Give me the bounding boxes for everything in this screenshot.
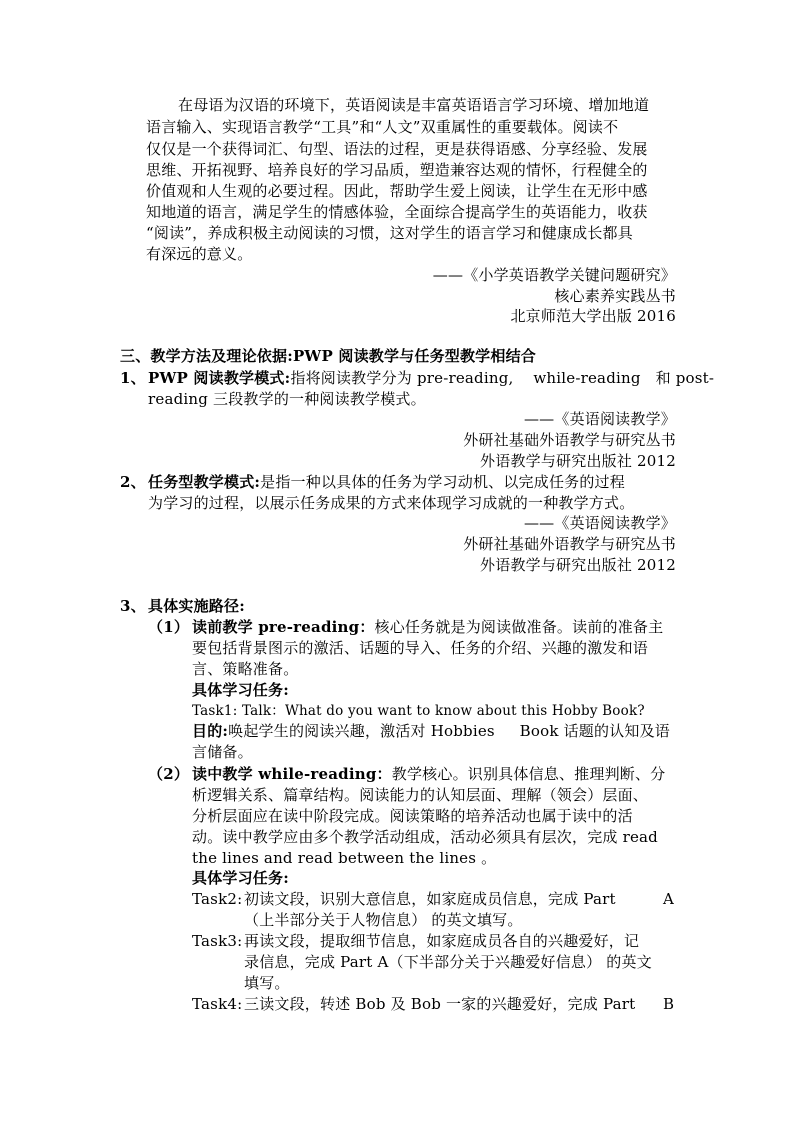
task2-line-2: （上半部分关于人物信息） 的英文填写。 [244,911,523,929]
sub1-task1: Task1: Talk：What do you want to know about this Hobby Book? [192,703,645,719]
task4-line-1b: B [663,995,675,1013]
sub1-goal-line-2: 言储备。 [192,743,253,761]
task2-label: Task2: [192,890,243,908]
item2-citation-series: 外研社基础外语教学与研究丛书 [463,535,676,553]
intro-line-6: 知地道的语言，满足学生的情感体验，全面综合提高学生的英语能力，收获 [146,203,648,221]
item2-title: 任务型教学模式: [148,473,261,491]
task3-label: Task3: [192,932,243,950]
task4-line-1a: 三读文段，转述 Bob 及 Bob 一家的兴趣爱好，完成 Part [244,995,636,1013]
task2-line-1a: 初读文段，识别大意信息，如家庭成员信息，完成 Part [244,890,616,908]
intro-line-3: 仅仅是一个获得词汇、句型、语法的过程，更是获得语感、分享经验、发展 [146,140,648,158]
intro-line-2: 语言输入、实现语言教学“工具”和“人文”双重属性的重要载体。阅读不 [146,118,619,136]
sub1-goal-label: 目的: [192,722,229,740]
sub2-line-4: 动。读中教学应由多个教学活动组成，活动必须具有层次，完成 read [192,828,658,846]
sub1-number: （1） [148,618,190,636]
intro-line-5: 价值观和人生观的必要过程。因此，帮助学生爱上阅读，让学生在无形中感 [146,182,648,200]
item2-line-1 [148,472,625,493]
sub2-line-3: 分析层面应在读中阶段完成。阅读策略的培养活动也属于读中的活 [192,807,633,825]
item2-text-1: 是指一种以具体的任务为学习动机、以完成任务的过程 [260,473,625,491]
sub1-line-3: 言、策略准备。 [192,660,299,678]
sub1-goal-text-1: 唤起学生的阅读兴趣，激活对 Hobbies [228,722,495,740]
item2-line-2: 为学习的过程，以展示任务成果的方式来体现学习成就的一种教学方式。 [148,494,635,512]
section-heading: 三、教学方法及理论依据:PWP 阅读教学与任务型教学相结合 [120,347,536,365]
sub2-number: （2） [148,765,190,783]
sub1-line-2: 要包括背景图示的激活、话题的导入、任务的介绍、兴趣的激发和语 [192,639,649,657]
intro-citation-series: 核心素养实践丛书 [554,287,676,305]
item1-citation-publisher: 外语教学与研究出版社 2012 [480,452,676,470]
intro-citation-publisher: 北京师范大学出版 2016 [510,307,676,325]
sub2-text-1: 教学核心。识别具体信息、推理判断、分 [391,765,666,783]
item1-text-1: 指将阅读教学分为 pre-reading, [290,369,514,387]
task3-line-3: 填写。 [244,974,290,992]
sub2-line-1 [192,764,665,785]
sub2-title: 读中教学 while-reading： [192,765,392,783]
sub2-line-2: 析逻辑关系、篇章结构。阅读能力的认知层面、理解（领会）层面、 [192,786,649,804]
item1-text-1c: 和 post- [655,369,715,387]
sub2-tasks-heading: 具体学习任务: [192,869,289,887]
item1-text-1b: while-reading [533,369,641,387]
intro-line-1: 在母语为汉语的环境下，英语阅读是丰富英语语言学习环境、增加地道 [178,96,650,114]
item1-citation-series: 外研社基础外语教学与研究丛书 [463,431,676,449]
sub1-goal-line-1 [192,721,670,742]
intro-line-8: 有深远的意义。 [146,245,253,263]
intro-citation-title: ——《小学英语教学关键问题研究》 [432,266,676,284]
intro-line-7: “阅读”，养成积极主动阅读的习惯，这对学生的语言学习和健康成长都具 [146,224,633,242]
item1-line-1 [148,368,714,389]
sub1-tasks-heading: 具体学习任务: [192,681,289,699]
item1-title: PWP 阅读教学模式: [148,369,291,387]
task3-line-1: 再读文段，提取细节信息，如家庭成员各自的兴趣爱好，记 [244,932,640,950]
item1-line-2: reading 三段教学的一种阅读教学模式。 [148,390,426,408]
sub1-text-1: 核心任务就是为阅读做准备。读前的准备主 [374,618,664,636]
item2-number: 2、 [120,473,146,491]
intro-line-4: 思维、开拓视野、培养良好的学习品质，塑造兼容达观的情怀，行程健全的 [146,161,648,179]
item1-citation-title: ——《英语阅读教学》 [523,410,676,428]
sub2-line-5: the lines and read between the lines 。 [192,849,497,867]
task2-line-1b: A [663,890,675,908]
item3-title: 具体实施路径: [148,597,245,615]
item2-citation-publisher: 外语教学与研究出版社 2012 [480,556,676,574]
task4-label: Task4: [192,995,243,1013]
task3-line-2: 录信息，完成 Part A（下半部分关于兴趣爱好信息） 的英文 [244,953,652,971]
item2-citation-title: ——《英语阅读教学》 [523,514,676,532]
sub1-line-1 [192,617,663,638]
item3-number: 3、 [120,597,146,615]
sub1-goal-text-1b: Book 话题的认知及语 [519,722,670,740]
sub1-title: 读前教学 pre-reading： [192,618,375,636]
item1-number: 1、 [120,369,146,387]
